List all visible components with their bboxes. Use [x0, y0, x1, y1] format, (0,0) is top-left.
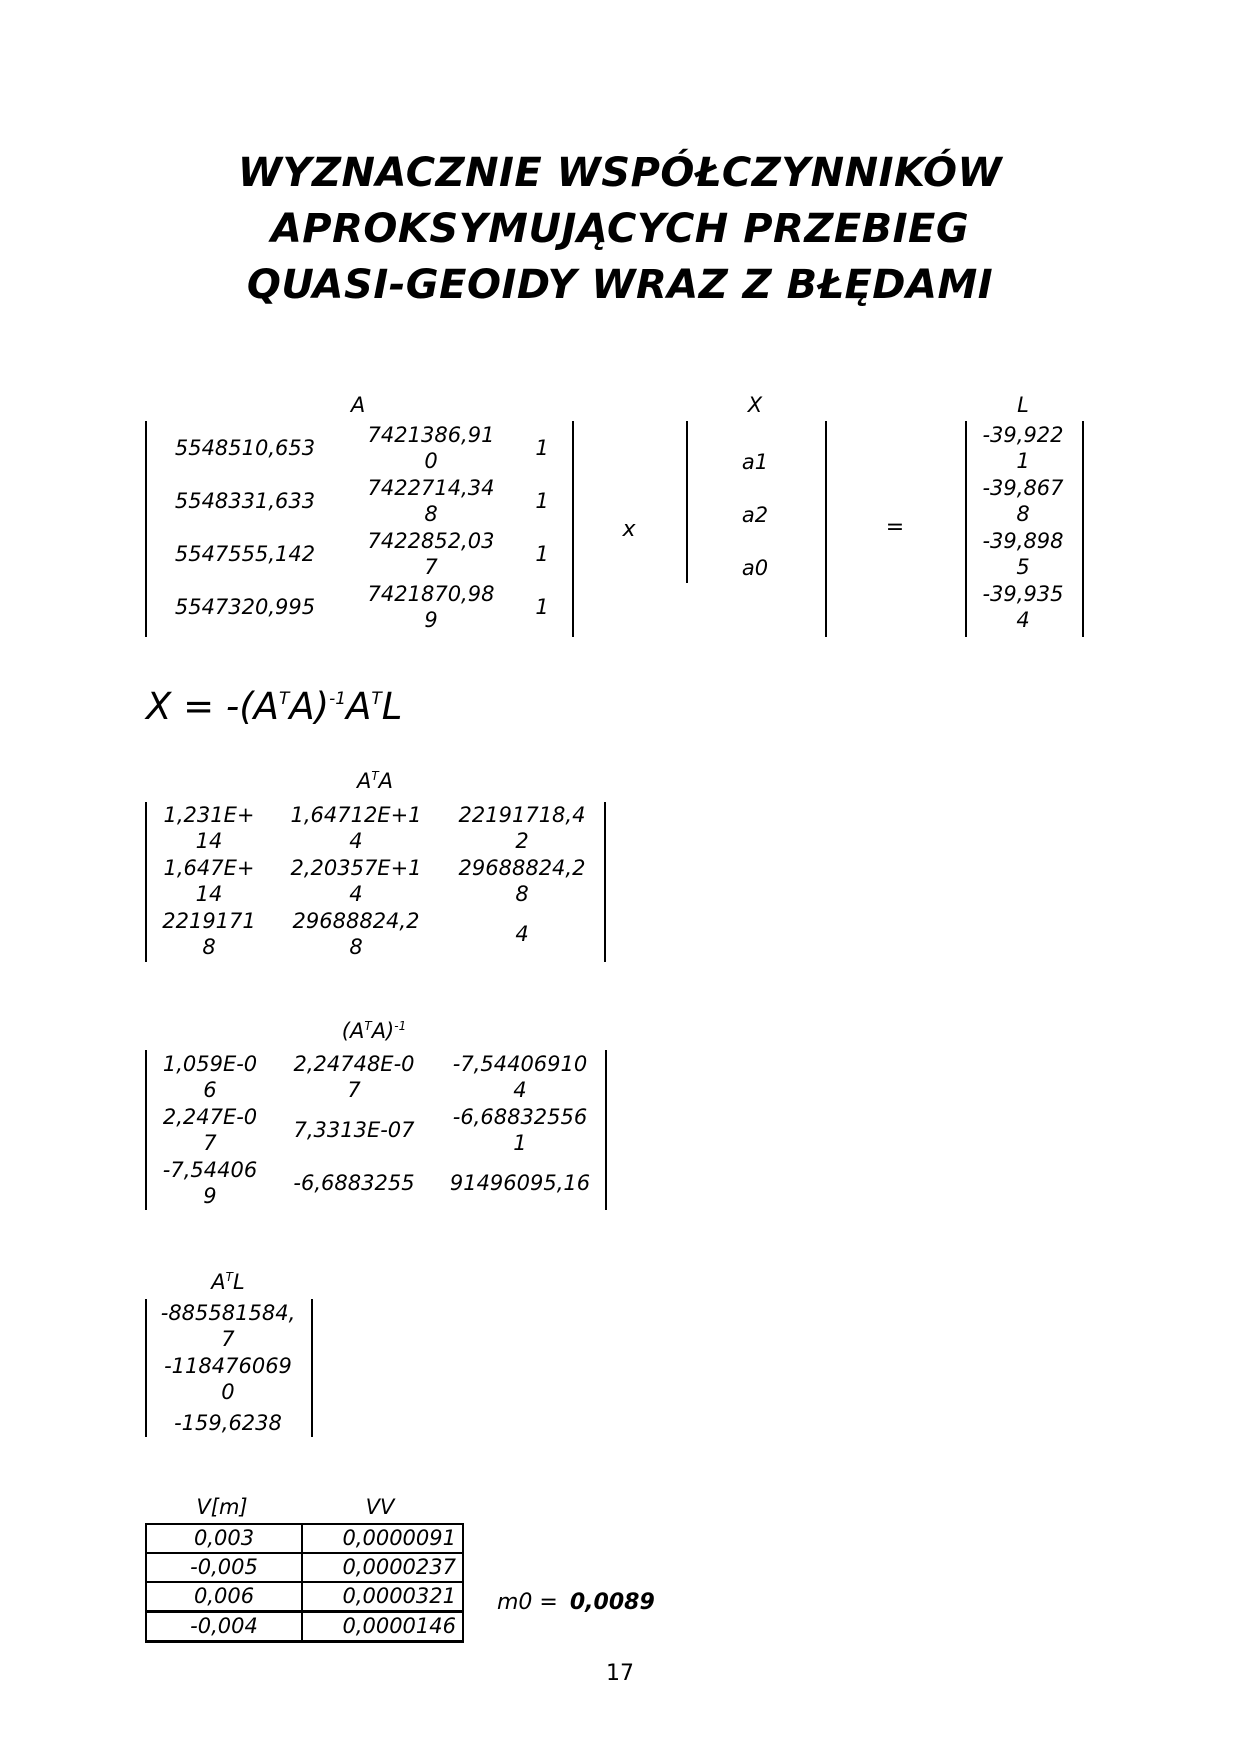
table-row: [146, 1553, 463, 1582]
matrix-ata-cell: 1,231E+ 14: [163, 803, 255, 853]
page-title: [0, 145, 1240, 313]
matrix-ata-label: $A^TA$: [356, 769, 394, 793]
matrix-l-item: -39,922 1: [982, 423, 1064, 473]
matrix-x-item: a2: [741, 503, 769, 527]
matrix-a-cell: 5548331,633: [174, 489, 316, 513]
residual-v-cell: -0,005: [146, 1553, 302, 1582]
matrix-ata-cell: 1,647E+ 14: [163, 856, 255, 906]
matrix-atl-label: $A^TL$: [211, 1270, 245, 1294]
residual-vv-cell: 0,0000146: [302, 1612, 463, 1642]
matrix-atl-left-bar: [145, 1299, 147, 1437]
residual-vv-cell: 0,0000237: [302, 1553, 463, 1582]
least-squares-formula: $X = -(A^TA)^{-1}A^TL$: [146, 685, 403, 728]
matrix-ata-inverse-label: $(A^TA)^{-1}$: [341, 1019, 407, 1043]
m0-value: 0,0089: [569, 1590, 655, 1615]
matrix-ata-cell: 1,64712E+1 4: [290, 803, 422, 853]
title-line-1: WYZNACZNIE WSPÓŁCZYNNIKÓW: [237, 150, 1003, 196]
matrix-ata-inverse-cell: 2,247E-0 7: [162, 1105, 258, 1155]
matrix-ata-inverse-cell: -7,54406 9: [162, 1158, 258, 1208]
matrix-atl-item: -885581584, 7: [160, 1301, 296, 1351]
matrix-ata-inverse-cell: 91496095,16: [449, 1171, 591, 1195]
matrix-atl-right-bar: [311, 1299, 313, 1437]
matrix-ata-cell: 29688824,2 8: [458, 856, 586, 906]
matrix-a-cell: 7422714,34 8: [367, 476, 495, 526]
matrix-a-cell: 7422852,03 7: [367, 529, 495, 579]
residuals-table: [145, 1523, 464, 1643]
matrix-a-cell: 5547555,142: [174, 542, 316, 566]
matrix-l-item: -39,867 8: [982, 476, 1064, 526]
matrix-atl-item: -159,6238: [174, 1411, 282, 1435]
matrix-atl-item: -118476069 0: [164, 1354, 292, 1404]
matrix-l-left-bar: [965, 421, 967, 637]
matrix-ata-left-bar: [145, 802, 147, 962]
matrix-ata-inverse-cell: -6,6883255: [293, 1171, 415, 1195]
residual-v-cell: -0,004: [146, 1612, 302, 1642]
residual-v-cell: 0,003: [146, 1524, 302, 1553]
matrix-ata-inverse-cell: 2,24748E-0 7: [293, 1052, 415, 1102]
title-line-2: APROKSYMUJĄCYCH PRZEBIEG: [270, 206, 970, 252]
matrix-x-left-bar: [686, 421, 688, 583]
matrix-a-right-bar: [572, 421, 574, 637]
table-row: [146, 1612, 463, 1642]
matrix-ata-right-bar: [604, 802, 606, 962]
matrix-a-cell: 1: [535, 595, 549, 619]
matrix-l-label: L: [1017, 393, 1029, 417]
multiply-operator: x: [622, 517, 636, 542]
matrix-ata-cell: 2219171 8: [162, 909, 256, 959]
matrix-l-right-bar: [1082, 421, 1084, 637]
residual-header-v: V[m]: [196, 1495, 248, 1519]
residual-header-vv: VV: [365, 1495, 395, 1519]
title-line-3: QUASI-GEOIDY WRAZ Z BŁĘDAMI: [246, 262, 994, 308]
table-row: [146, 1524, 463, 1553]
matrix-ata-inverse-right-bar: [605, 1050, 607, 1210]
m0-result: [497, 1592, 655, 1614]
matrix-ata-inverse-cell: 7,3313E-07: [293, 1118, 415, 1142]
residual-vv-cell: 0,0000321: [302, 1582, 463, 1612]
matrix-x-right-bar: [825, 421, 827, 637]
matrix-a-cell: 1: [535, 542, 549, 566]
matrix-x-label: X: [747, 393, 763, 417]
matrix-a-cell: 1: [535, 436, 549, 460]
matrix-ata-inverse-cell: -7,54406910 4: [452, 1052, 588, 1102]
matrix-a-cell: 7421386,91 0: [367, 423, 495, 473]
matrix-a-cell: 5548510,653: [174, 436, 316, 460]
matrix-a-label: A: [350, 393, 366, 417]
matrix-ata-inverse-left-bar: [145, 1050, 147, 1210]
matrix-l-item: -39,898 5: [982, 529, 1064, 579]
matrix-ata-cell: 29688824,2 8: [292, 909, 420, 959]
matrix-ata-cell: 2,20357E+1 4: [290, 856, 422, 906]
matrix-ata-cell: 22191718,4 2: [458, 803, 586, 853]
matrix-a-left-bar: [145, 421, 147, 637]
matrix-a-cell: 1: [535, 489, 549, 513]
m0-label: m0 =: [497, 1590, 558, 1615]
matrix-a-cell: 5547320,995: [174, 595, 316, 619]
matrix-ata-inverse-cell: 1,059E-0 6: [162, 1052, 258, 1102]
table-row: [146, 1582, 463, 1612]
matrix-x-item: a0: [741, 556, 769, 580]
matrix-l-item: -39,935 4: [982, 582, 1064, 632]
residual-vv-cell: 0,0000091: [302, 1524, 463, 1553]
matrix-x-item: a1: [741, 450, 769, 474]
matrix-ata-inverse-cell: -6,68832556 1: [452, 1105, 588, 1155]
matrix-ata-cell: 4: [515, 922, 529, 946]
equals-operator: =: [885, 515, 905, 540]
page-number: 17: [606, 1661, 634, 1686]
matrix-a-cell: 7421870,98 9: [367, 582, 495, 632]
residual-v-cell: 0,006: [146, 1582, 302, 1612]
